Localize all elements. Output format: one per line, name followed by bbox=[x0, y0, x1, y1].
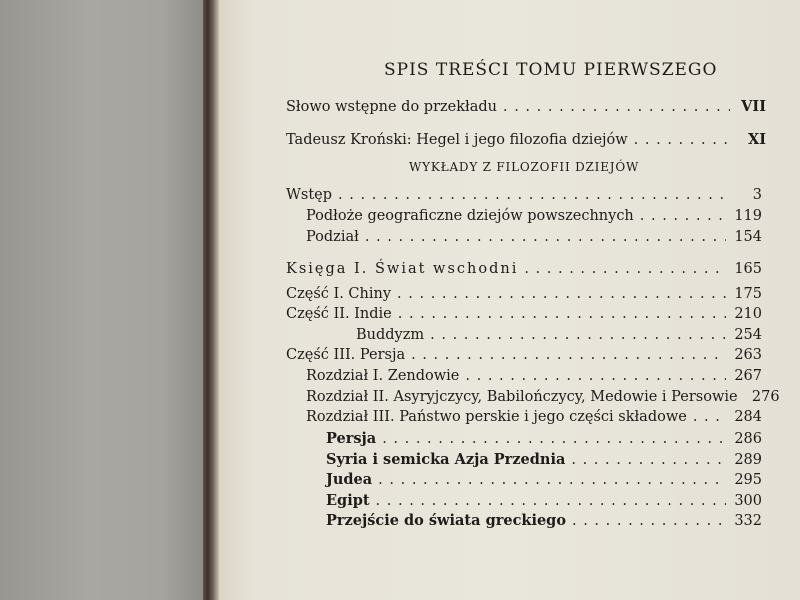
toc-entry bbox=[306, 208, 762, 228]
toc-entry-label: Judea bbox=[326, 471, 373, 488]
toc-page bbox=[219, 0, 800, 600]
toc-entry-label: Podział bbox=[306, 229, 359, 245]
toc-entry bbox=[326, 471, 762, 491]
toc-entry-page: 165 bbox=[734, 261, 762, 277]
toc-entry-page: 267 bbox=[734, 368, 762, 384]
toc-entry-page: 276 bbox=[751, 389, 780, 405]
toc-leader-dots bbox=[571, 452, 726, 468]
section-heading: WYKŁADY Z FILOZOFII DZIEJÓW bbox=[409, 160, 640, 174]
toc-entry bbox=[326, 492, 762, 512]
toc-entry-page: 300 bbox=[734, 493, 762, 509]
toc-entry-page: XI bbox=[747, 131, 766, 148]
book-gutter bbox=[203, 0, 219, 600]
toc-leader-dots bbox=[640, 208, 726, 224]
toc-entry-label: Część I. Chiny bbox=[286, 286, 392, 302]
left-page-blank bbox=[0, 0, 203, 600]
toc-entry-page: 332 bbox=[734, 513, 762, 529]
toc-leader-dots bbox=[411, 347, 726, 363]
toc-entry-label: Część II. Indie bbox=[286, 306, 392, 322]
toc-leader-dots bbox=[398, 306, 726, 322]
toc-entry-label: Księga I. Świat wschodni bbox=[286, 261, 519, 277]
toc-entry-label: Buddyzm bbox=[356, 327, 425, 343]
toc-leader-dots bbox=[397, 286, 726, 302]
toc-entry-label: Część III. Persja bbox=[286, 347, 406, 363]
toc-entry-page: 210 bbox=[734, 306, 762, 322]
toc-entry-label: Egipt bbox=[326, 492, 370, 509]
toc-entry-label: Podłoże geograficzne dziejów powszechnych bbox=[306, 208, 634, 224]
toc-entry bbox=[306, 389, 780, 409]
toc-entry-label: Rozdział II. Asyryjczycy, Babilończycy, Medowie i Persowie bbox=[306, 389, 738, 405]
toc-entry bbox=[286, 347, 762, 367]
toc-leader-dots bbox=[376, 493, 726, 509]
toc-entry-label: Rozdział I. Zendowie bbox=[306, 368, 460, 384]
toc-entry bbox=[326, 512, 762, 532]
toc-entry-page: 289 bbox=[734, 452, 762, 468]
toc-leader-dots bbox=[382, 431, 726, 447]
toc-entry-page: 286 bbox=[734, 431, 762, 447]
toc-entry-page: 3 bbox=[752, 187, 762, 203]
toc-entry-label: Przejście do świata greckiego bbox=[326, 512, 566, 529]
toc-leader-dots bbox=[572, 513, 726, 529]
toc-entry bbox=[306, 368, 762, 388]
toc-entry-page: 295 bbox=[734, 472, 762, 488]
toc-entry bbox=[326, 430, 762, 450]
toc-entry-page: 175 bbox=[734, 286, 762, 302]
toc-leader-dots bbox=[465, 368, 726, 384]
toc-entry-page: VII bbox=[741, 98, 766, 115]
toc-entry bbox=[286, 261, 762, 281]
toc-entry bbox=[286, 187, 762, 207]
toc-leader-dots bbox=[524, 261, 726, 277]
toc-leader-dots bbox=[338, 187, 726, 203]
toc-entry bbox=[286, 131, 766, 151]
toc-entry-label: Tadeusz Kroński: Hegel i jego filozofia dziejów bbox=[286, 132, 628, 148]
toc-leader-dots bbox=[634, 132, 730, 148]
toc-entry bbox=[286, 98, 766, 118]
toc-entry-label: Wstęp bbox=[286, 187, 333, 203]
toc-entry bbox=[286, 306, 762, 326]
toc-leader-dots bbox=[365, 229, 726, 245]
toc-entry-label: Persja bbox=[326, 430, 377, 447]
page-title: SPIS TREŚCI TOMU PIERWSZEGO bbox=[384, 60, 718, 80]
toc-entry-page: 284 bbox=[734, 409, 762, 425]
toc-leader-dots bbox=[430, 327, 726, 343]
toc-entry bbox=[356, 327, 762, 347]
toc-leader-dots bbox=[693, 409, 726, 425]
toc-leader-dots bbox=[378, 472, 726, 488]
toc-entry bbox=[306, 229, 762, 249]
toc-entry-label: Rozdział III. Państwo perskie i jego części składowe bbox=[306, 409, 687, 425]
toc-entry-page: 154 bbox=[734, 229, 762, 245]
toc-entry-page: 254 bbox=[734, 327, 762, 343]
toc-entry bbox=[326, 451, 762, 471]
toc-entry bbox=[286, 286, 762, 306]
toc-entry-page: 119 bbox=[734, 208, 762, 224]
toc-leader-dots bbox=[503, 99, 730, 115]
toc-entry bbox=[306, 409, 762, 429]
toc-entry-page: 263 bbox=[734, 347, 762, 363]
toc-entry-label: Syria i semicka Azja Przednia bbox=[326, 451, 566, 468]
toc-entry-label: Słowo wstępne do przekładu bbox=[286, 99, 497, 115]
